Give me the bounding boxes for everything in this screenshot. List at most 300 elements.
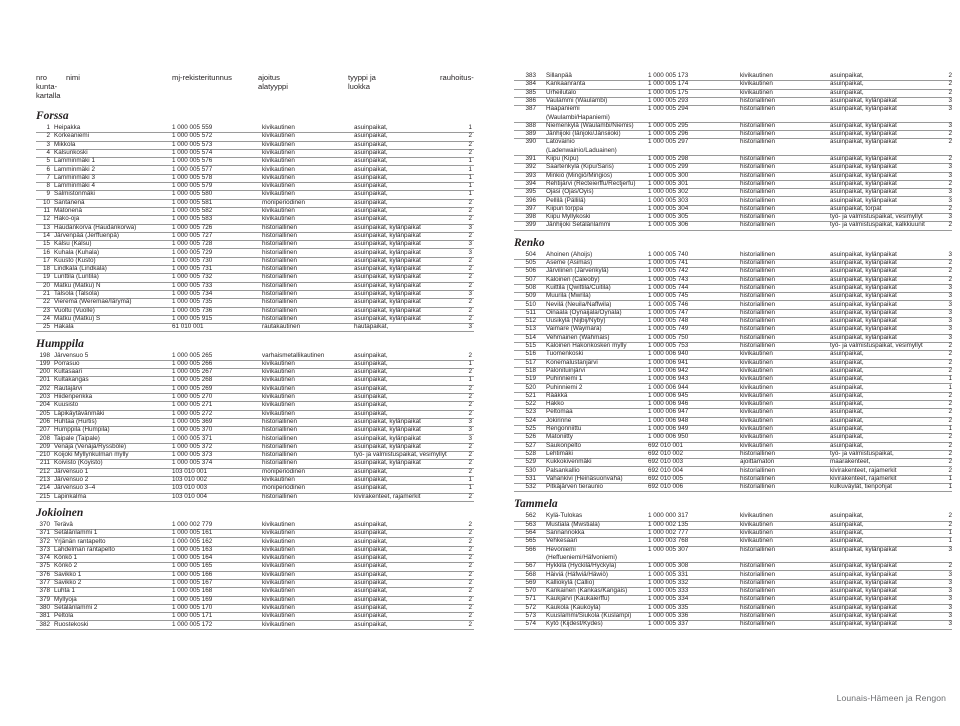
site-name: Kaloinen (Caleoby) bbox=[546, 275, 600, 283]
register-id: 1 000 005 727 bbox=[172, 231, 213, 239]
type-class: asuinpaikat, kylänpaikat bbox=[354, 459, 421, 467]
register-id: 1 000 005 165 bbox=[172, 562, 213, 570]
site-name: Järvenpää (Jerffuenpä) bbox=[54, 231, 119, 239]
type-class: asuinpaikat, kylänpaikat bbox=[830, 267, 897, 275]
dating: historiallinen bbox=[740, 325, 776, 333]
type-class: asuinpaikat, kylänpaikat bbox=[354, 265, 421, 273]
dating: historiallinen bbox=[740, 96, 776, 104]
dating: historiallinen bbox=[262, 248, 298, 256]
row-number: 215 bbox=[39, 492, 50, 500]
site-name: Kankaanranta bbox=[546, 80, 586, 88]
site-name: Sillanpää bbox=[546, 72, 572, 79]
row-number: 204 bbox=[39, 401, 50, 409]
register-id: 1 000 005 305 bbox=[648, 213, 689, 221]
type-class: asuinpaikat, kylänpaikat bbox=[354, 434, 421, 442]
register-id: 1 000 005 333 bbox=[648, 587, 689, 595]
protection-class: 3 bbox=[948, 325, 952, 333]
row-number: 11 bbox=[43, 207, 50, 214]
protection-class: 3 bbox=[948, 317, 952, 325]
site-name: Savikko 1 bbox=[54, 570, 82, 578]
type-class: asuinpaikat, kylänpaikat bbox=[830, 179, 897, 187]
row-number: 206 bbox=[39, 417, 50, 425]
register-id: 1 000 005 300 bbox=[648, 171, 689, 179]
register-id: 1 000 005 267 bbox=[172, 368, 213, 376]
site-name: Kylä-Tulokas bbox=[546, 512, 583, 520]
type-class: asuinpaikat, kylänpaikat bbox=[354, 281, 421, 289]
site-name: Kalsu (Kalsu) bbox=[54, 240, 92, 248]
type-class: asuinpaikat, kylänpaikat bbox=[354, 223, 421, 231]
register-id: 1 000 005 743 bbox=[648, 275, 689, 283]
type-class: asuinpaikat, bbox=[354, 603, 388, 611]
type-class: asuinpaikat, bbox=[830, 375, 864, 383]
register-id: 692 010 005 bbox=[648, 474, 684, 482]
register-id: 1 000 005 266 bbox=[172, 359, 213, 367]
protection-class: 2 bbox=[468, 306, 472, 314]
protection-class: 2 bbox=[948, 138, 952, 146]
site-name: Luhta 1 bbox=[54, 587, 76, 595]
protection-class: 1 bbox=[948, 474, 952, 482]
register-id: 1 000 006 941 bbox=[648, 358, 689, 366]
dating: historiallinen bbox=[262, 426, 298, 434]
row-number: 9 bbox=[46, 190, 50, 198]
type-class: asuinpaikat, bbox=[830, 88, 864, 96]
type-class: asuinpaikat, bbox=[354, 520, 388, 528]
protection-class: 2 bbox=[948, 88, 952, 96]
site-name: Järvensuo 3–4 bbox=[54, 484, 96, 492]
row-number: 397 bbox=[525, 204, 536, 212]
table-header bbox=[36, 73, 476, 105]
row-number: 5 bbox=[46, 157, 50, 165]
protection-class: 2 bbox=[948, 512, 952, 520]
dating: historiallinen bbox=[740, 121, 776, 129]
site-name: Urheilutalo bbox=[546, 88, 577, 96]
dating: kivikautinen bbox=[740, 88, 773, 96]
row-number: 16 bbox=[42, 248, 50, 256]
row-number: 562 bbox=[525, 512, 536, 520]
table-row bbox=[514, 483, 952, 492]
register-id: 1 000 005 336 bbox=[648, 612, 689, 619]
type-class: asuinpaikat, kylänpaikat bbox=[830, 130, 897, 138]
dating: kivikautinen bbox=[262, 190, 295, 198]
register-id: 1 000 005 307 bbox=[648, 545, 689, 553]
row-number: 530 bbox=[525, 466, 536, 474]
register-id: 1 000 005 559 bbox=[172, 124, 213, 131]
protection-class: 3 bbox=[948, 121, 952, 129]
protection-class: 2 bbox=[468, 384, 472, 392]
dating: historiallinen bbox=[740, 466, 776, 474]
row-number: 515 bbox=[525, 342, 536, 349]
register-id: 1 000 005 308 bbox=[648, 562, 689, 570]
type-class: asuinpaikat, kylänpaikat bbox=[830, 603, 897, 611]
type-class: asuinpaikat, kylänpaikat bbox=[830, 325, 897, 333]
type-class: asuinpaikat, bbox=[354, 393, 388, 400]
row-number: 23 bbox=[42, 306, 50, 314]
type-class: asuinpaikat, kylänpaikat bbox=[830, 570, 897, 578]
type-class: asuinpaikat, kylänpaikat bbox=[830, 121, 897, 129]
protection-class: 2 bbox=[948, 342, 952, 349]
row-number: 399 bbox=[525, 221, 536, 229]
dating: kivikautinen bbox=[262, 587, 295, 595]
row-number: 8 bbox=[46, 182, 50, 190]
dating: historiallinen bbox=[740, 283, 776, 291]
table-row bbox=[36, 323, 474, 332]
dating: kivikautinen bbox=[262, 554, 295, 562]
row-number: 529 bbox=[525, 458, 536, 466]
row-number: 371 bbox=[39, 529, 50, 537]
register-id: 1 000 006 946 bbox=[648, 400, 689, 408]
site-name: Lapinkalma bbox=[54, 492, 87, 500]
protection-class: 2 bbox=[468, 545, 472, 553]
dating: historiallinen bbox=[740, 317, 776, 325]
type-class: asuinpaikat, kylänpaikat bbox=[354, 231, 421, 239]
site-name: Koivisto (Koyisto) bbox=[54, 459, 103, 467]
table-row bbox=[36, 493, 474, 502]
dating: historiallinen bbox=[740, 105, 776, 113]
protection-class: 3 bbox=[468, 240, 472, 248]
protection-class: 3 bbox=[948, 188, 952, 196]
row-number: 510 bbox=[525, 300, 536, 308]
register-id: 692 010 004 bbox=[648, 466, 684, 474]
register-id: 1 000 005 732 bbox=[172, 273, 213, 281]
register-id: 1 000 005 172 bbox=[172, 620, 213, 628]
register-id: 1 000 005 373 bbox=[172, 451, 213, 459]
type-class: asuinpaikat, kylänpaikat bbox=[830, 333, 897, 341]
site-name: Myllyoja bbox=[54, 595, 77, 603]
row-number: 6 bbox=[46, 165, 50, 173]
dating: historiallinen bbox=[262, 223, 298, 231]
dating: historiallinen bbox=[740, 333, 776, 341]
row-number: 212 bbox=[39, 467, 50, 475]
site-name: Saukonpelto bbox=[546, 441, 582, 449]
dating: kivikautinen bbox=[262, 579, 295, 586]
row-number: 563 bbox=[525, 520, 536, 528]
site-name: Vehkesaari bbox=[546, 537, 578, 545]
type-class: asuinpaikat, bbox=[354, 157, 388, 165]
dating: historiallinen bbox=[740, 449, 776, 457]
type-class: asuinpaikat, bbox=[354, 215, 388, 223]
dating: kivikautinen bbox=[740, 433, 773, 441]
row-number: 214 bbox=[39, 484, 50, 492]
header-tyyppi-line2: luokka bbox=[348, 82, 370, 91]
protection-class: 3 bbox=[948, 213, 952, 221]
site-name: Kultasaari bbox=[54, 368, 83, 376]
dating: historiallinen bbox=[262, 231, 298, 239]
type-class: asuinpaikat, kylänpaikat bbox=[830, 155, 897, 162]
register-id: 1 000 005 370 bbox=[172, 426, 213, 434]
row-number: 532 bbox=[525, 483, 536, 491]
protection-class: 2 bbox=[948, 520, 952, 528]
row-number: 10 bbox=[42, 198, 50, 206]
type-class: asuinpaikat, bbox=[354, 132, 388, 140]
register-id: 1 000 005 740 bbox=[648, 250, 689, 258]
register-id: 1 000 005 736 bbox=[172, 306, 213, 314]
protection-class: 2 bbox=[468, 595, 472, 603]
register-id: 1 000 005 164 bbox=[172, 554, 213, 562]
protection-class: 1 bbox=[468, 165, 472, 173]
protection-class: 2 bbox=[468, 451, 472, 459]
header-no-line1: nro bbox=[36, 73, 47, 82]
register-id: 692 010 006 bbox=[648, 483, 684, 491]
protection-class: 1 bbox=[948, 375, 952, 383]
row-number: 390 bbox=[525, 138, 536, 146]
dating: historiallinen bbox=[262, 492, 298, 500]
type-class: asuinpaikat, bbox=[354, 140, 388, 148]
type-class: asuinpaikat, bbox=[354, 476, 388, 483]
protection-class: 2 bbox=[468, 529, 472, 537]
dating: historiallinen bbox=[740, 163, 776, 171]
register-id: 1 000 005 332 bbox=[648, 578, 689, 586]
table-row bbox=[514, 546, 952, 554]
site-name: Hevoniemi bbox=[546, 545, 576, 553]
row-number: 395 bbox=[525, 188, 536, 196]
site-name: Haudankorva (Haudankorwa) bbox=[54, 223, 137, 231]
site-name: Vaulammi (Waulambi) bbox=[546, 96, 608, 104]
register-id: 1 000 005 166 bbox=[172, 570, 213, 578]
site-name: Kalsunkoski bbox=[54, 148, 88, 156]
register-id: 1 000 006 948 bbox=[648, 416, 689, 424]
register-id: 1 000 005 167 bbox=[172, 579, 213, 586]
site-name: Lamminmäki 2 bbox=[54, 165, 95, 173]
register-id: 1 000 005 270 bbox=[172, 393, 213, 400]
site-name: Kaloinen Hakonkosken mylly bbox=[546, 342, 627, 349]
protection-class: 1 bbox=[948, 483, 952, 491]
type-class: asuinpaikat, bbox=[354, 207, 388, 214]
type-class: asuinpaikat, kylänpaikat bbox=[830, 171, 897, 179]
site-name: Hakala bbox=[54, 323, 74, 331]
site-name: Vuoltu (Vuolle) bbox=[54, 306, 95, 314]
protection-class: 3 bbox=[948, 96, 952, 104]
dating: historiallinen bbox=[262, 314, 298, 322]
type-class: asuinpaikat, kylänpaikat bbox=[830, 562, 897, 570]
register-id: 1 000 005 269 bbox=[172, 384, 213, 392]
type-class: asuinpaikat, torpat bbox=[830, 204, 882, 212]
dating: historiallinen bbox=[740, 483, 776, 491]
row-number: 504 bbox=[525, 250, 536, 258]
header-no bbox=[36, 73, 60, 100]
register-id: 1 000 005 294 bbox=[648, 105, 689, 113]
type-class: asuinpaikat, bbox=[830, 441, 864, 449]
site-name: Setälänlammi 1 bbox=[54, 529, 98, 537]
site-name: Yrjänän rantapelto bbox=[54, 537, 106, 545]
dating: historiallinen bbox=[262, 442, 298, 450]
type-class: asuinpaikat, bbox=[830, 425, 864, 432]
row-number: 571 bbox=[525, 595, 536, 603]
protection-class: 3 bbox=[948, 292, 952, 300]
dating: historiallinen bbox=[740, 562, 776, 570]
dating: kivikautinen bbox=[740, 375, 773, 383]
dating: historiallinen bbox=[262, 298, 298, 306]
type-class: työ- ja valmistuspaikat, bbox=[830, 449, 894, 457]
section-title: Tammela bbox=[514, 498, 558, 511]
row-number: 570 bbox=[525, 587, 536, 595]
header-rauhoitus bbox=[440, 73, 474, 82]
protection-class: 2 bbox=[468, 148, 472, 156]
type-class: hautapaikat, bbox=[354, 323, 389, 331]
type-class: asuinpaikat, bbox=[354, 467, 388, 475]
dating: moniperiodinen bbox=[262, 198, 306, 206]
dating: kivikautinen bbox=[262, 148, 295, 156]
protection-class: 2 bbox=[948, 275, 952, 283]
type-class: asuinpaikat, bbox=[830, 358, 864, 366]
protection-class: 2 bbox=[468, 492, 472, 500]
register-id: 1 000 005 576 bbox=[172, 157, 213, 165]
row-number: 385 bbox=[525, 88, 536, 96]
register-id: 1 000 005 750 bbox=[648, 333, 689, 341]
register-id: 1 000 005 574 bbox=[172, 148, 213, 156]
protection-class: 1 bbox=[468, 359, 472, 367]
register-id: 1 000 005 572 bbox=[172, 132, 213, 140]
site-name: Vahankivi (Heinäsuonvaha) bbox=[546, 474, 623, 482]
row-number: 509 bbox=[525, 292, 536, 300]
type-class: asuinpaikat, kylänpaikat bbox=[354, 417, 421, 425]
dating: moniperiodinen bbox=[262, 484, 306, 492]
row-number: 525 bbox=[525, 425, 536, 432]
row-number: 527 bbox=[525, 441, 536, 449]
register-id: 1 000 000 317 bbox=[648, 512, 689, 520]
site-name: Humppila (Humpila) bbox=[54, 426, 110, 434]
dating: kivikautinen bbox=[740, 72, 773, 79]
dating: historiallinen bbox=[740, 603, 776, 611]
register-id: 1 000 005 733 bbox=[172, 281, 213, 289]
protection-class: 2 bbox=[948, 72, 952, 79]
register-id: 1 000 005 304 bbox=[648, 204, 689, 212]
protection-class: 3 bbox=[948, 163, 952, 171]
type-class: asuinpaikat, kylänpaikat bbox=[830, 188, 897, 196]
dating: kivikautinen bbox=[262, 173, 295, 181]
site-name: Terävä bbox=[54, 520, 73, 528]
row-number: 376 bbox=[39, 570, 50, 578]
type-class: asuinpaikat, bbox=[354, 190, 388, 198]
protection-class: 2 bbox=[948, 441, 952, 449]
row-number: 574 bbox=[525, 620, 536, 628]
row-number: 378 bbox=[39, 587, 50, 595]
site-name: Heipakka bbox=[54, 124, 81, 131]
type-class: asuinpaikat, bbox=[354, 562, 388, 570]
row-number: 524 bbox=[525, 416, 536, 424]
type-class: asuinpaikat, kylänpaikat bbox=[830, 612, 897, 619]
row-number: 19 bbox=[42, 273, 50, 281]
protection-class: 1 bbox=[468, 476, 472, 483]
type-class: asuinpaikat, bbox=[354, 173, 388, 181]
register-id: 1 000 005 578 bbox=[172, 173, 213, 181]
register-id: 1 000 006 947 bbox=[648, 408, 689, 416]
type-class: asuinpaikat, bbox=[830, 80, 864, 88]
type-class: asuinpaikat, bbox=[354, 165, 388, 173]
site-name: Minkiö (Mingiö/Mingios) bbox=[546, 171, 613, 179]
register-id: 1 000 005 162 bbox=[172, 537, 213, 545]
protection-class: 3 bbox=[948, 570, 952, 578]
register-id: 1 000 005 161 bbox=[172, 529, 213, 537]
site-name: Kalliokylä (Callio) bbox=[546, 578, 595, 586]
protection-class: 2 bbox=[468, 393, 472, 400]
row-number: 511 bbox=[525, 308, 536, 316]
dating: kivikautinen bbox=[262, 529, 295, 537]
type-class: asuinpaikat, kylänpaikat bbox=[830, 595, 897, 603]
protection-class: 2 bbox=[468, 537, 472, 545]
protection-class: 2 bbox=[468, 132, 472, 140]
dating: historiallinen bbox=[740, 275, 776, 283]
site-name: Hiidenpenkka bbox=[54, 393, 93, 400]
site-name: Kytö (Kijdest/Kydes) bbox=[546, 620, 603, 628]
site-name: Puhinniemi 2 bbox=[546, 383, 583, 391]
row-number: 394 bbox=[525, 179, 536, 187]
type-class: asuinpaikat, kylänpaikat bbox=[354, 256, 421, 264]
register-id: 1 000 005 579 bbox=[172, 182, 213, 190]
header-ajoitus-line1: ajoitus bbox=[258, 73, 280, 82]
type-class: työ- ja valmistuspaikat, vesimyllyt bbox=[354, 451, 447, 459]
type-class: asuinpaikat, bbox=[354, 595, 388, 603]
protection-class: 3 bbox=[468, 248, 472, 256]
dating: kivikautinen bbox=[740, 441, 773, 449]
register-id: 1 000 005 371 bbox=[172, 434, 213, 442]
site-name: Kiipu (Kipu) bbox=[546, 155, 579, 162]
protection-class: 3 bbox=[948, 545, 952, 553]
protection-class: 2 bbox=[468, 281, 472, 289]
register-id: 1 000 005 745 bbox=[648, 292, 689, 300]
protection-class: 1 bbox=[948, 537, 952, 545]
protection-class: 3 bbox=[948, 612, 952, 619]
dating: kivikautinen bbox=[262, 165, 295, 173]
register-id: 1 000 005 372 bbox=[172, 442, 213, 450]
register-id: 103 010 001 bbox=[172, 467, 208, 475]
type-class: asuinpaikat, bbox=[354, 579, 388, 586]
register-id: 1 000 005 306 bbox=[648, 221, 689, 229]
protection-class: 3 bbox=[948, 283, 952, 291]
row-number: 516 bbox=[525, 350, 536, 358]
row-number: 202 bbox=[39, 384, 50, 392]
site-name: Rengonniittu bbox=[546, 425, 582, 432]
dating: kivikautinen bbox=[262, 157, 295, 165]
dating: kivikautinen bbox=[262, 215, 295, 223]
site-name: Jänhijoki (Iänjoki/Jänsiioki) bbox=[546, 130, 621, 138]
protection-class: 2 bbox=[468, 298, 472, 306]
type-class: asuinpaikat, bbox=[830, 400, 864, 408]
site-name: Taipale (Taipale) bbox=[54, 434, 100, 442]
site-name: Kankainen (Kankas/Kangais) bbox=[546, 587, 628, 595]
dating: historiallinen bbox=[740, 595, 776, 603]
header-name-line1: nimi bbox=[66, 73, 80, 82]
register-id: 1 000 005 168 bbox=[172, 587, 213, 595]
site-name: Ojasi (Ojas/Oyis) bbox=[546, 188, 594, 196]
protection-class: 1 bbox=[468, 124, 472, 131]
dating: historiallinen bbox=[740, 221, 776, 229]
register-id: 1 000 005 369 bbox=[172, 417, 213, 425]
dating: rautakautinen bbox=[262, 323, 301, 331]
protection-class: 2 bbox=[468, 467, 472, 475]
site-name: Aseme (Asimas) bbox=[546, 259, 593, 266]
dating: historiallinen bbox=[740, 612, 776, 619]
dating: kivikautinen bbox=[262, 124, 295, 131]
protection-class: 2 bbox=[468, 273, 472, 281]
protection-class: 3 bbox=[948, 620, 952, 628]
dating: historiallinen bbox=[740, 179, 776, 187]
site-name: Järvensuo 5 bbox=[54, 351, 89, 359]
header-tyyppi bbox=[348, 73, 376, 91]
register-id: 1 000 002 779 bbox=[172, 520, 213, 528]
dating: kivikautinen bbox=[740, 80, 773, 88]
section-title: Renko bbox=[514, 236, 545, 249]
type-class: asuinpaikat, kylänpaikat bbox=[830, 96, 897, 104]
protection-class: 2 bbox=[468, 520, 472, 528]
site-name: Talsola (Talsola) bbox=[54, 290, 100, 297]
type-class: työ- ja valmistuspaikat, vesimyllyt bbox=[830, 213, 923, 221]
dating: historiallinen bbox=[740, 204, 776, 212]
row-number: 393 bbox=[525, 171, 536, 179]
register-id: 1 000 005 731 bbox=[172, 265, 213, 273]
row-number: 380 bbox=[39, 603, 50, 611]
protection-class: 2 bbox=[948, 391, 952, 399]
dating: kivikautinen bbox=[262, 140, 295, 148]
